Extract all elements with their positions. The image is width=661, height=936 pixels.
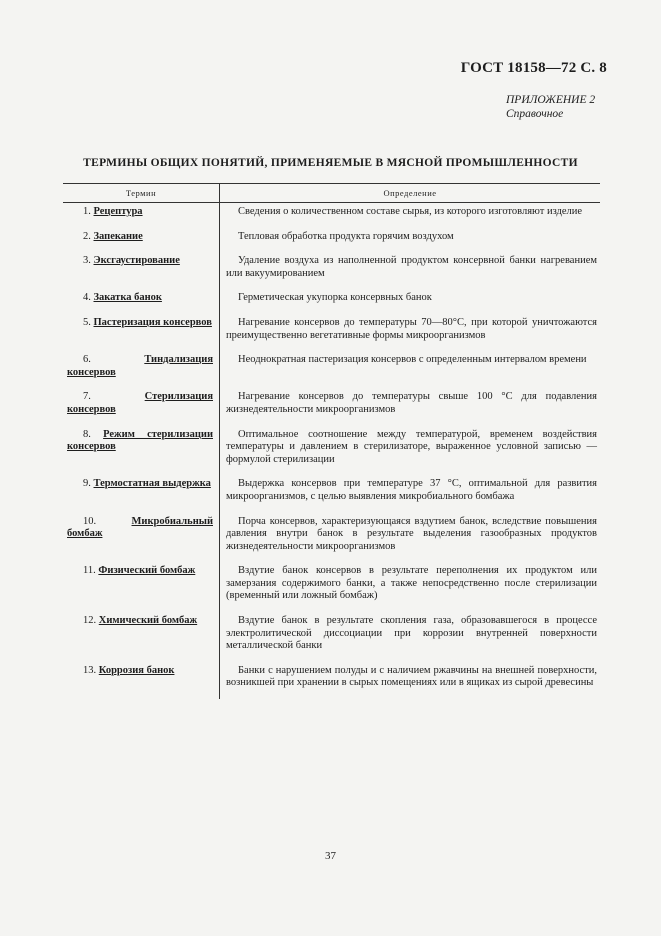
table-row [63, 252, 600, 289]
term-name: Режим стерилизации консервов [67, 428, 213, 453]
definition-cell: Вздутие банок консервов в результате переполнения их продуктом или замерзания содержимого банки, а также непосредственно после стерилизации (временный или ложный бомбаж) [226, 565, 597, 602]
term-number: 7. [83, 391, 91, 403]
definition-cell: Оптимальное соотношение между температурой, временем воздействия температуры и давлением в стерилизаторе, выраженное условной записью — формулой стерилизации [226, 428, 597, 465]
definition-cell: Банки с нарушением полуды и с наличием ржавчины на внешней поверхности, возникшей при хранении в сырых помещениях или в ящиках из сырой древесины [226, 664, 597, 689]
appendix-block [506, 93, 595, 121]
term-name: Эксгаустирование [93, 255, 180, 267]
table-row [63, 612, 600, 662]
definition-cell: Выдержка консервов при температуре 37 °С, оптимальной для развития микроорганизмов, с целью выявления микробиального бомбажа [226, 478, 597, 502]
term-cell [63, 662, 220, 699]
term-name: Тиндализация консервов [67, 354, 213, 378]
table-row [63, 388, 600, 425]
definition-cell: Нагревание консервов до температуры свыше 100 °С для подавления жизнедеятельности микроорганизмов [226, 391, 597, 415]
definition-cell: Тепловая обработка продукта горячим воздухом [238, 230, 454, 242]
table-row [63, 513, 600, 563]
term-cell [63, 228, 220, 253]
term-number: 8. [83, 428, 91, 440]
term-name: Микробиальный бомбаж [67, 515, 213, 540]
term-number: 11. [83, 565, 96, 577]
term-cell [63, 426, 220, 476]
term-cell [63, 475, 220, 512]
page-number: 37 [325, 850, 336, 862]
table-row [63, 289, 600, 314]
term-number: 13. [83, 664, 97, 676]
term-cell [63, 612, 220, 662]
term-number: 4. [83, 292, 91, 304]
table-row [63, 314, 600, 351]
term-cell [63, 351, 220, 388]
term-number: 12. [83, 615, 97, 627]
term-name: Физический бомбаж [98, 565, 196, 577]
term-cell [63, 252, 220, 289]
term-name: Химический бомбаж [98, 615, 198, 627]
table-row [63, 426, 600, 476]
table-row [63, 662, 600, 699]
term-name: Закатка банок [93, 292, 162, 304]
term-number: 10. [83, 515, 97, 527]
column-header-definition: Определение [220, 184, 601, 203]
term-number: 3. [83, 255, 91, 267]
table-row [63, 475, 600, 512]
definition-cell: Удаление воздуха из наполненной продуктом консервной банки нагреванием или вакуумированием [226, 255, 597, 279]
term-name: Стерилизация консервов [67, 391, 213, 415]
term-name: Пастеризация консервов [93, 316, 212, 328]
table-header-row [63, 184, 600, 203]
table-row [63, 351, 600, 388]
table-row [63, 228, 600, 253]
appendix-label: ПРИЛОЖЕНИЕ 2 [506, 94, 596, 106]
term-cell [63, 388, 220, 425]
term-number: 2. [83, 230, 91, 242]
term-number: 6. [83, 354, 91, 366]
term-cell [63, 562, 220, 612]
table-row [63, 203, 600, 228]
term-number: 5. [83, 316, 91, 328]
definition-cell: Сведения о количественном составе сырья, из которого изготовляют изделие [238, 206, 583, 217]
page-title: ТЕРМИНЫ ОБЩИХ ПОНЯТИЙ, ПРИМЕНЯЕМЫЕ В МЯСНОЙ ПРОМЫШЛЕННОСТИ [83, 157, 578, 169]
definition-cell: Порча консервов, характеризующаяся вздутием банок, вследствие повышения давления внутри банок в результате выделения газообразных продуктов жизнедеятельности микроорганизмов [226, 515, 597, 552]
term-name: Коррозия банок [98, 664, 175, 676]
term-name: Запекание [93, 230, 143, 242]
term-name: Термостатная выдержка [93, 478, 211, 490]
terms-table-body [63, 203, 600, 700]
term-cell [63, 203, 220, 228]
term-cell [63, 314, 220, 351]
term-number: 9. [83, 478, 91, 490]
column-header-term: Термин [63, 184, 220, 203]
definition-cell: Вздутие банок в результате скопления газа, образовавшегося в процессе электролитической диссоциации при коррозии внутренней поверхности металлической банки [226, 615, 597, 652]
term-cell [63, 289, 220, 314]
terms-table [63, 183, 600, 699]
document-reference: ГОСТ 18158—72 С. 8 [460, 60, 607, 76]
term-name: Рецептура [93, 206, 143, 217]
definition-cell: Неоднократная пастеризация консервов с определенным интервалом времени [238, 354, 587, 366]
term-number: 1. [83, 206, 91, 217]
definition-cell: Герметическая укупорка консервных банок [238, 292, 432, 304]
term-cell [63, 513, 220, 563]
appendix-type: Справочное [506, 108, 564, 120]
definition-cell: Нагревание консервов до температуры 70—80°С, при которой уничтожаются преимущественно вегетативные формы микроорганизмов [226, 316, 597, 341]
table-row [63, 562, 600, 612]
